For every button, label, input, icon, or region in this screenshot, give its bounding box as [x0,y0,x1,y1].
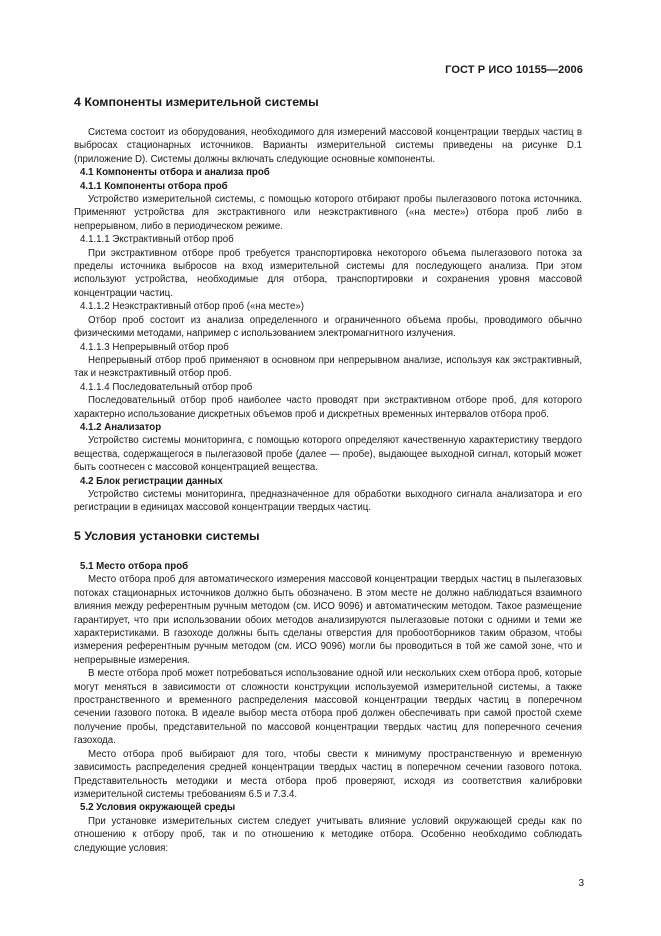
paragraph-5-2: При установке измерительных систем следует учитывать влияние условий окружающей среды как по отношению к отбору проб, так и по отношению к методике отбора. Особенно необходимо соблюдать следующие условия: [74,815,582,854]
heading-4-1-1-1: 4.1.1.1 Экстрактивный отбор проб [80,234,234,246]
heading-4-1-1: 4.1.1 Компоненты отбора проб [80,180,228,192]
paragraph-4-2: Устройство системы мониторинга, предназначенное для обработки выходного сигнала анализатора и его регистрации в единицах массовой концентрации твердых частиц. [74,488,582,514]
heading-4-1: 4.1 Компоненты отбора и анализа проб [80,167,270,179]
section-4-intro: Система состоит из оборудования, необходимого для измерений массовой концентрации твердых частиц в выбросах стационарных источников. Варианты измерительной системы приведены на рисунке D.1 (приложение D). Системы должны включать следующие основные компоненты. [74,127,582,165]
section-5-title: 5 Условия установки системы [74,529,260,543]
heading-5-2: 5.2 Условия окружающей среды [80,802,236,814]
page-number: 3 [578,878,584,889]
paragraph-5-1-b: В месте отбора проб может потребоваться использование одной или нескольких схем отбора проб, которые могут меняться в зависимости от сложности конструкции используемой измерительной системы, а также пространственного и временного распределения массовой концентрации твердых частиц в поперечном сечении газового потока. В идеале выбор места отбора проб должен обеспечивать при самой простой схеме получение пробы, представительной по массовой концентрации твердых частиц для поперечного сечения газохода. [74,668,582,747]
paragraph-4-1-1-2: Отбор проб состоит из анализа определенного и ограниченного объема пробы, проводимого обычно физическими методами, например с использованием электромагнитного излучения. [74,314,582,340]
paragraph-4-1-1: Устройство измерительной системы, с помощью которого отбирают пробы пылегазового потока источника. Применяют устройства для экстрактивного или неэкстрактивного («на месте») отбора проб либо в непрерывном, либо в периодическом режиме. [74,194,582,232]
section-4-body [74,126,582,515]
section-4-title-block [74,95,582,110]
paragraph-5-1-c: Место отбора проб выбирают для того, чтобы свести к минимуму пространственную и временную зависимость распределения средней концентрации твердых частиц в поперечном сечении газового потока. Представительность методики и места отбора проб проверяют, исходя из соответствия калибровки измерительной системы требованиям 6.5 и 7.3.4. [74,748,582,800]
heading-4-1-1-4: 4.1.1.4 Последовательный отбор проб [80,381,253,393]
paragraph-4-1-1-1: При экстрактивном отборе проб требуется транспортировка некоторого объема пылегазового потока за пределы источника выбросов на вход измерительной системы для последующего анализа. При этом используют устройства, необходимые для отбора, транспортировки и сохранения уровня массовой концентрации частиц. [74,247,582,299]
paragraph-4-1-2: Устройство системы мониторинга, с помощью которого определяют качественную характеристику твердого вещества, содержащегося в пылегазовой пробе (далее — пробе), выдающее выходной сигнал, который может быть соотнесен с массовой концентрацией вещества. [74,435,582,474]
heading-4-1-1-2: 4.1.1.2 Неэкстрактивный отбор проб («на месте») [80,301,304,313]
section-4-title: 4 Компоненты измерительной системы [74,95,319,109]
paragraph-4-1-1-4: Последовательный отбор проб наиболее часто проводят при экстрактивном отборе проб, для которого характерно использование дискретных объемов проб и дискретных временных интервалов отбора проб. [74,395,582,420]
standard-code: ГОСТ Р ИСО 10155—2006 [445,64,583,76]
paragraph-5-1-a: Место отбора проб для автоматического измерения массовой концентрации твердых частиц в пылегазовых потоках стационарных источников должно быть обозначено. В этом месте не должно наблюдаться взаимного влияния между референтным ручным методом (см. ИСО 9096) и автоматическим методом. Такое размещение гарантирует, что при использовании обоих методов анализируются пылегазовые потоки с одними и теми же характеристиками. В газоходе должны быть сделаны отверстия для пробоотборников таким образом, чтобы измерения референтным ручным методом (см. ИСО 9096) могли бы проводиться в той же самой зоне, что и непрерывные измерения. [74,574,582,666]
section-5-title-block [74,529,582,544]
heading-5-1: 5.1 Место отбора проб [80,561,189,572]
section-5-body [74,560,582,855]
heading-4-2: 4.2 Блок регистрации данных [80,475,223,487]
heading-4-1-2: 4.1.2 Анализатор [80,421,162,433]
heading-4-1-1-3: 4.1.1.3 Непрерывный отбор проб [80,341,229,353]
paragraph-4-1-1-3: Непрерывный отбор проб применяют в основном при непрерывном анализе, используя как экстрактивный, так и неэкстрактивный отбор проб. [74,354,582,380]
